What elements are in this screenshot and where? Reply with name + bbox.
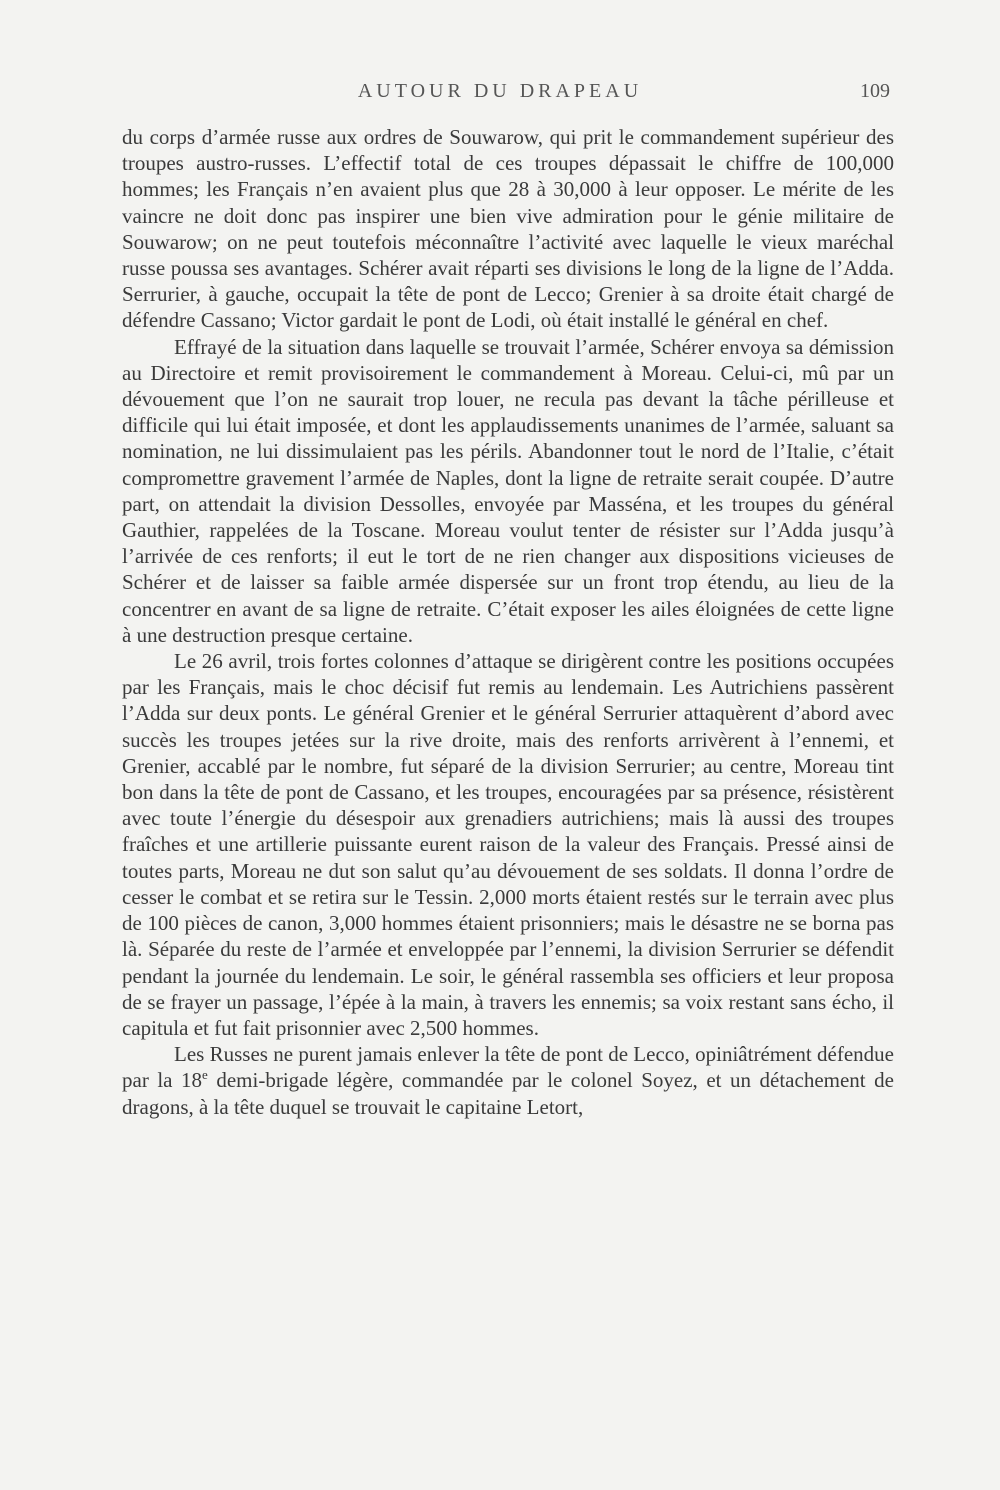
paragraph-2: Effrayé de la situation dans laquelle se trouvait l’armée, Schérer envoya sa démission au Directoire et remit provisoirement le commandement à Moreau. Celui-ci, mû par un dévouement que l’on ne saurait trop louer, ne recula pas devant la tâche périlleuse et difficile qui lui était imposée, et dont les applaudissements unanimes de l’armée, saluant sa nomination, ne lui dissimulaient pas les périls. Abandonner tout le nord de l’Italie, c’était compromettre gravement l’armée de Naples, dont la ligne de retraite serait coupée. D’autre part, on attendait la division Dessolles, envoyée par Masséna, et les troupes du général Gauthier, rappelées de la Toscane. Moreau voulut tenter de résister sur l’Adda jusqu’à l’arrivée de ces renforts; il eut le tort de ne rien changer aux dispositions vicieuses de Schérer et de laisser sa faible armée dispersée sur un front trop étendu, au lieu de la concentrer en avant de sa ligne de retraite. C’était exposer les ailes éloignées de cette ligne à une destruction presque certaine. xyxy=(122,334,894,647)
page-number: 109 xyxy=(860,80,890,102)
running-title: AUTOUR DU DRAPEAU xyxy=(357,80,643,102)
paragraph-1: du corps d’armée russe aux ordres de Souwarow, qui prit le commandement supérieur des troupes austro-russes. L’effectif total de ces troupes dépassait le chiffre de 100,000 hommes; les Français n’en avaient plus que 28 à 30,000 à leur opposer. Le mérite de les vaincre ne doit donc pas inspirer une bien vive admiration pour le génie militaire de Souwarow; on ne peut toutefois méconnaître l’activité avec laquelle le vieux maréchal russe poussa ses avantages. Schérer avait réparti ses divisions le long de la ligne de l’Adda. Serrurier, à gauche, occupait la tête de pont de Lecco; Grenier à sa droite était chargé de défendre Cassano; Victor gardait le pont de Lodi, où était installé le général en chef. xyxy=(122,125,894,333)
paragraph-4-end: demi-brigade légère, commandée par le colonel Soyez, et un détachement de dragons, à la tête duquel se trouvait le capitaine Letort, xyxy=(122,1068,894,1119)
running-head xyxy=(0,80,1000,110)
body-text xyxy=(122,124,894,1120)
paragraph-4-start: Les Russes ne purent jamais enlever la tête de pont de Lecco, opiniâtrément défendue par la 18 xyxy=(122,1042,894,1093)
paragraph-4 xyxy=(122,1041,894,1120)
ordinal-superscript: e xyxy=(202,1067,208,1083)
paragraph-3: Le 26 avril, trois fortes colonnes d’attaque se dirigèrent contre les positions occupées par les Français, mais le choc décisif fut remis au lendemain. Les Autrichiens passèrent l’Adda sur deux ponts. Le général Grenier et le général Serrurier attaquèrent d’abord avec succès les troupes jetées sur la rive droite, mais des renforts arrivèrent à l’ennemi, et Grenier, accablé par le nombre, fut séparé de la division Serrurier; au centre, Moreau tint bon dans la tête de pont de Cassano, et les troupes, encouragées par sa présence, résistèrent avec toute l’énergie du désespoir aux grenadiers autrichiens; mais là aussi des troupes fraîches et une artillerie puissante eurent raison de la valeur des Français. Pressé ainsi de toutes parts, Moreau ne dut son salut qu’au dévouement de ses soldats. Il donna l’ordre de cesser le combat et se retira sur le Tessin. 2,000 morts étaient restés sur le terrain avec plus de 100 pièces de canon, 3,000 hommes étaient prisonniers; mais le désastre ne se borna pas là. Séparée du reste de l’armée et enveloppée par l’ennemi, la division Serrurier se défendit pendant la journée du lendemain. Le soir, le général rassembla ses officiers et leur proposa de se frayer un passage, l’épée à la main, à travers les ennemis; sa voix restant sans écho, il capitula et fut fait prisonnier avec 2,500 hommes. xyxy=(122,649,894,1040)
